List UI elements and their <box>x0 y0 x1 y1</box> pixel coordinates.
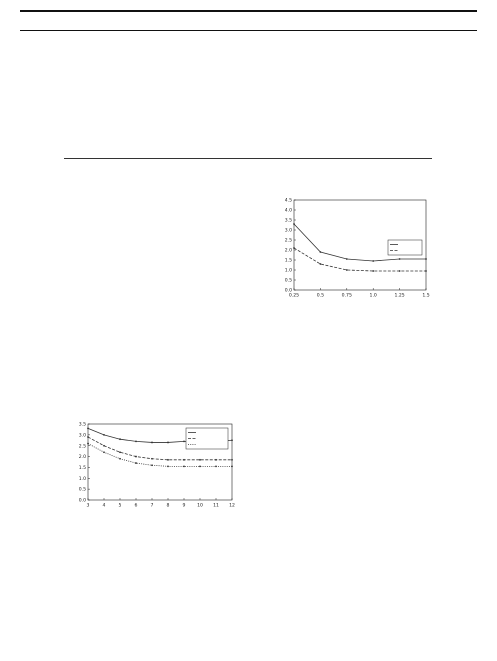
data-point <box>320 251 322 253</box>
y-tick-label: 0.0 <box>78 498 86 504</box>
data-point <box>425 270 427 272</box>
y-tick-label: 3.0 <box>284 228 292 234</box>
data-point <box>231 465 233 467</box>
data-point <box>183 465 185 467</box>
x-tick-label: 0.25 <box>288 293 300 299</box>
data-point <box>293 247 295 249</box>
x-tick-label: 6 <box>134 503 138 509</box>
y-tick-label: 0.5 <box>78 487 86 493</box>
x-tick-label: 10 <box>197 503 203 509</box>
y-tick-label: 2.5 <box>78 444 86 450</box>
abstract-divider <box>64 158 432 159</box>
chart-2 <box>66 420 238 512</box>
data-point <box>135 462 137 464</box>
data-point <box>346 258 348 260</box>
y-tick-label: 1.5 <box>284 258 292 264</box>
y-tick-label: 4.0 <box>284 208 292 214</box>
x-tick-label: 11 <box>213 503 219 509</box>
x-tick-label: 3 <box>86 503 90 509</box>
data-point <box>87 427 89 429</box>
y-tick-label: 1.0 <box>284 268 292 274</box>
data-point <box>372 260 374 262</box>
data-point <box>293 223 295 225</box>
legend-box <box>186 428 228 449</box>
chart-1-container <box>272 196 432 308</box>
data-point <box>103 445 105 447</box>
data-point <box>87 443 89 445</box>
data-point <box>151 442 153 444</box>
x-tick-label: 9 <box>182 503 186 509</box>
x-tick-label: 0.75 <box>341 293 352 299</box>
data-point <box>231 459 233 461</box>
y-tick-label: 3.0 <box>78 433 86 439</box>
legend-box <box>388 240 422 255</box>
data-point <box>151 458 153 460</box>
data-point <box>167 442 169 444</box>
x-tick-label: 12 <box>229 503 235 509</box>
data-point <box>346 269 348 271</box>
data-point <box>199 465 201 467</box>
data-point <box>119 458 121 460</box>
chart-2-container <box>66 420 238 512</box>
data-point <box>103 434 105 436</box>
x-tick-label: 8 <box>166 503 170 509</box>
data-point <box>399 270 401 272</box>
chart-1 <box>272 196 432 302</box>
data-point <box>215 465 217 467</box>
y-tick-label: 3.5 <box>78 422 86 428</box>
y-tick-label: 1.5 <box>78 466 86 472</box>
y-tick-label: 3.5 <box>284 218 292 224</box>
data-point <box>135 440 137 442</box>
data-point <box>215 459 217 461</box>
data-point <box>87 436 89 438</box>
data-point <box>199 459 201 461</box>
data-point <box>103 451 105 453</box>
x-tick-label: 4 <box>102 503 106 509</box>
data-point <box>183 440 185 442</box>
data-point <box>167 459 169 461</box>
data-point <box>135 456 137 458</box>
data-point <box>167 465 169 467</box>
y-tick-label: 2.0 <box>78 455 86 461</box>
data-point <box>399 258 401 260</box>
header-top-rule <box>20 10 477 12</box>
x-tick-label: 0.5 <box>316 293 325 299</box>
data-point <box>183 459 185 461</box>
x-tick-label: 1.0 <box>369 293 377 299</box>
data-point <box>119 438 121 440</box>
y-tick-label: 0.0 <box>284 288 292 294</box>
data-point <box>320 263 322 265</box>
x-tick-label: 1.5 <box>422 293 430 299</box>
y-tick-label: 2.0 <box>284 248 292 254</box>
y-tick-label: 0.5 <box>284 278 292 284</box>
x-tick-label: 5 <box>118 503 122 509</box>
data-point <box>372 270 374 272</box>
x-tick-label: 7 <box>150 503 154 509</box>
data-point <box>231 439 233 441</box>
x-tick-label: 1.25 <box>394 293 405 299</box>
data-point <box>425 258 427 260</box>
y-tick-label: 2.5 <box>284 238 292 244</box>
y-tick-label: 4.5 <box>284 198 292 204</box>
y-tick-label: 1.0 <box>78 476 86 482</box>
data-point <box>151 464 153 466</box>
header-bottom-rule <box>20 30 477 31</box>
data-point <box>119 451 121 453</box>
